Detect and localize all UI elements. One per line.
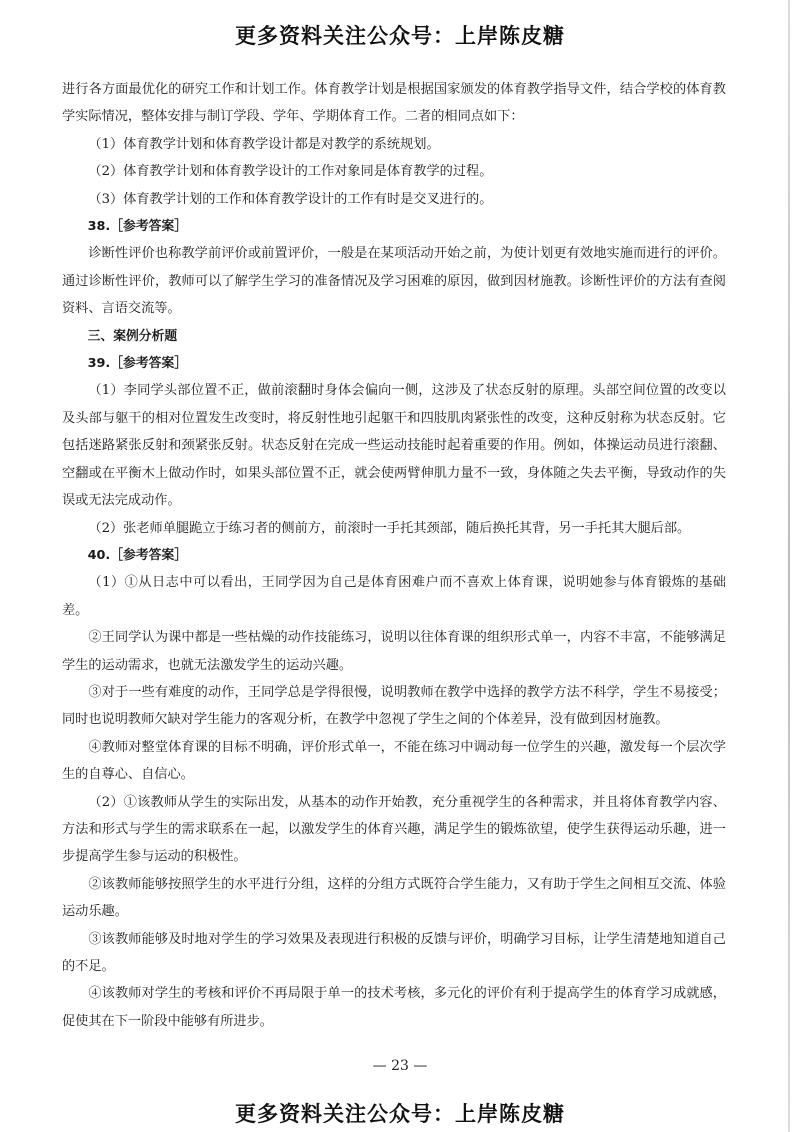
paragraph-40-1-d: ④教师对整堂体育课的目标不明确，评价形式单一，不能在练习中调动每一位学生的兴趣，激发每一个层次学生的自尊心、自信心。	[62, 739, 726, 783]
paragraph-40-2-c: ③该教师能够及时地对学生的学习效果及表现进行积极的反馈与评价，明确学习目标，让学生清楚地知道自己的不足。	[62, 931, 726, 974]
paragraph-diagnostic-evaluation: 诊断性评价也称教学前评价或前置评价，一般是在某项活动开始之前，为使计划更有效地实施而进行的评价。通过诊断性评价，教师可以了解学生学习的准备情况及学习困难的原因，做到因材施教。诊断性评价的方法有查阅资料、言语交流等。	[62, 246, 726, 317]
footer-watermark: 更多资料关注公众号：上岸陈皮糖	[235, 1102, 565, 1126]
paragraph-40-2-b: ②该教师能够按照学生的水平进行分组，这样的分组方式既符合学生能力，又有助于学生之间相互交流、体验运动乐趣。	[62, 876, 726, 920]
header-watermark: 更多资料关注公众号：上岸陈皮糖	[235, 24, 565, 48]
page-number: — 23 —	[372, 1058, 428, 1074]
document-body	[62, 76, 726, 1035]
paragraph-40-2-a: （2）①该教师从学生的实际出发，从基本的动作开始教，充分重视学生的各种需求，并且将体育教学内容、方法和形式与学生的需求联系在一起，以激发学生的体育兴趣，满足学生的锻炼欲望，使学生获得运动乐趣，进一步提高学生参与运动的积极性。	[62, 794, 726, 865]
paragraph-39-2: （2）张老师单腿跪立于练习者的侧前方，前滚时一手托其颈部，随后换托其背，另一手托其大腿后部。	[88, 520, 691, 536]
list-item-1: （1）体育教学计划和体育教学设计都是对教学的系统规划。	[88, 136, 440, 152]
answer-heading-40: 40.［参考答案］	[87, 547, 188, 563]
answer-heading-38: 38.［参考答案］	[87, 219, 188, 235]
list-item-2: （2）体育教学计划和体育教学设计的工作对象同是体育教学的过程。	[88, 164, 493, 180]
paragraph-40-1-c: ③对于一些有难度的动作，王同学总是学得很慢，说明教师在教学中选择的教学方法不科学，学生不易接受；同时也说明教师欠缺对学生能力的客观分析，在教学中忽视了学生之间的个体差异，没有做到因材施教。	[62, 684, 726, 728]
answer-heading-39: 39.［参考答案］	[87, 356, 188, 372]
paragraph-continuation: 进行各方面最优化的研究工作和计划工作。体育教学计划是根据国家颁发的体育教学指导文件，结合学校的体育教学实际情况，整体安排与制订学段、学年、学期体育工作。二者的相同点如下：	[62, 82, 726, 125]
scan-edge-line	[788, 0, 790, 1132]
section-heading-case-analysis: 三、案例分析题	[87, 328, 178, 344]
paragraph-40-2-d: ④该教师对学生的考核和评价不再局限于单一的技术考核，多元化的评价有利于提高学生的体育学习成就感，促使其在下一阶段中能够有所进步。	[62, 986, 726, 1029]
paragraph-40-1-a: （1）①从日志中可以看出，王同学因为自己是体育困难户而不喜欢上体育课，说明她参与体育锻炼的基础差。	[62, 575, 726, 618]
paragraph-39-1: （1）李同学头部位置不正，做前滚翻时身体会偏向一侧，这涉及了状态反射的原理。头部空间位置的改变以及头部与躯干的相对位置发生改变时，将反射性地引起躯干和四肢肌肉紧张性的改变，这种反射称为状态反射。它包括迷路紧张反射和颈紧张反射。状态反射在完成一些运动技能时起着重要的作用。例如，体操运动员进行滚翻、空翻或在平衡木上做动作时，如果头部位置不正，就会使两臂伸肌力量不一致，身体随之失去平衡，导致动作的失误或无法完成动作。	[62, 383, 726, 509]
list-item-3: （3）体育教学计划的工作和体育教学设计的工作有时是交叉进行的。	[88, 191, 493, 207]
paragraph-40-1-b: ②王同学认为课中都是一些枯燥的动作技能练习，说明以往体育课的组织形式单一，内容不丰富，不能够满足学生的运动需求，也就无法激发学生的运动兴趣。	[62, 630, 726, 673]
